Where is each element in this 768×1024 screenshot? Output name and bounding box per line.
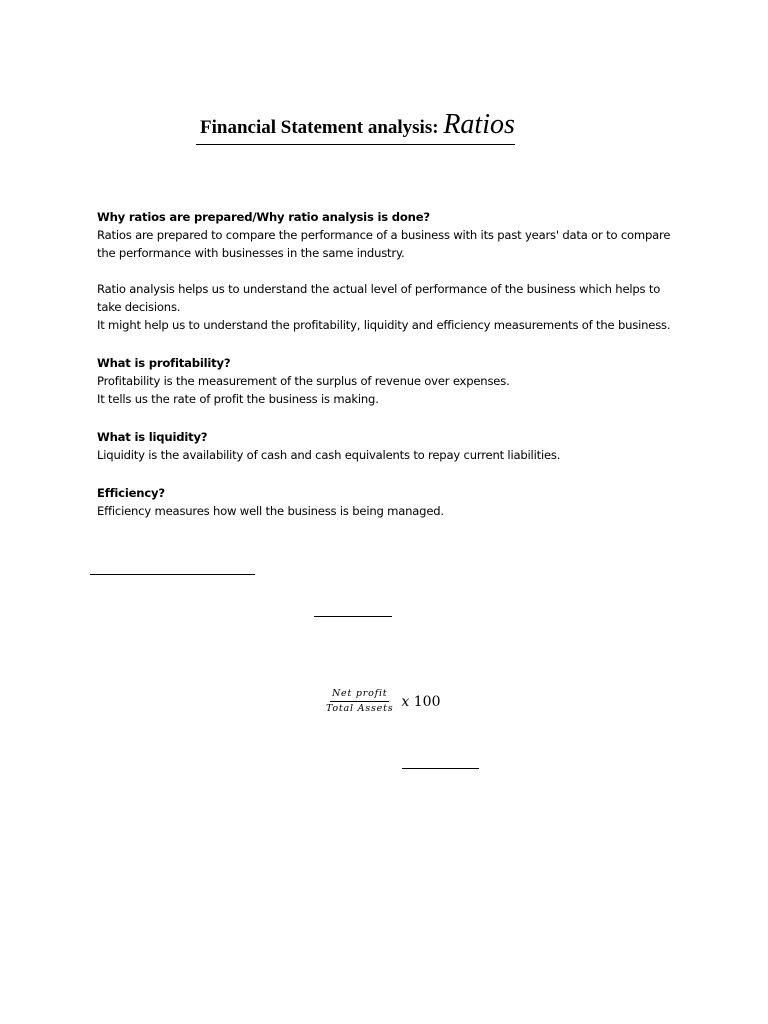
formula-multiplier — [401, 694, 440, 710]
formula-denominator: Total Assets — [326, 703, 394, 714]
blank-underline — [90, 574, 255, 575]
section-heading-liquidity: What is liquidity? — [97, 430, 208, 444]
blank-underline — [314, 616, 392, 617]
formula-operator: x — [401, 693, 410, 710]
section-heading-profitability: What is profitability? — [97, 356, 231, 370]
document-body — [97, 208, 697, 520]
paragraph-line: take decisions. — [97, 300, 181, 314]
paragraph-line: Ratios are prepared to compare the performance of a business with its past years' data or to compare — [97, 228, 671, 242]
blank-underline — [402, 768, 479, 769]
paragraph-line: It might help us to understand the profitability, liquidity and efficiency measurements of the business. — [97, 318, 671, 332]
paragraph-line: Profitability is the measurement of the surplus of revenue over expenses. — [97, 374, 510, 388]
paragraph-line: It tells us the rate of profit the business is making. — [97, 392, 379, 406]
formula-numerator: Net profit — [330, 688, 390, 702]
paragraph-line: the performance with businesses in the same industry. — [97, 246, 405, 260]
paragraph-line: Liquidity is the availability of cash and cash equivalents to repay current liabilities. — [97, 448, 561, 462]
formula-number: 100 — [413, 693, 441, 710]
section-heading-why: Why ratios are prepared/Why ratio analysis is done? — [97, 210, 430, 224]
formula-fraction — [324, 688, 395, 715]
paragraph-line: Efficiency measures how well the business is being managed. — [97, 504, 444, 518]
section-heading-efficiency: Efficiency? — [97, 486, 165, 500]
title-emphasis: Ratios — [443, 109, 515, 140]
return-on-assets-formula — [324, 688, 440, 715]
page-title — [196, 110, 515, 145]
title-main: Financial Statement analysis: — [200, 117, 444, 138]
paragraph-line: Ratio analysis helps us to understand the actual level of performance of the business which helps to — [97, 282, 661, 296]
